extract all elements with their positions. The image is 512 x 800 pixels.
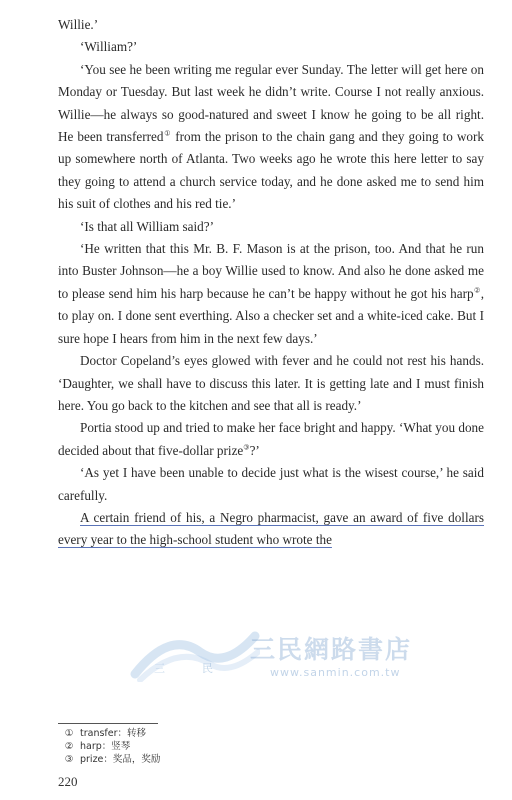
footnote-marker: ③ bbox=[243, 443, 250, 452]
underlined-text: A certain friend of his, a Negro pharmacist, gave an award of five dollars every year to the high-school student who wrote the bbox=[58, 509, 484, 548]
footnote-number: ② bbox=[64, 741, 74, 752]
paragraph-text: , to play on. I done sent everthing. Also a checker set and a white-iced cake. But I sure hope I hears from him in the next few days.’ bbox=[58, 285, 485, 346]
paragraph-underlined bbox=[58, 507, 484, 552]
footnote-text: prize：奖品，奖励 bbox=[80, 754, 161, 765]
footnote-text: harp：竖琴 bbox=[80, 741, 131, 752]
footnote-marker: ① bbox=[163, 129, 172, 138]
footnotes bbox=[58, 727, 160, 766]
paragraph: Doctor Copeland’s eyes glowed with fever and he could not rest his hands. ‘Daughter, we shall have to discuss this later. It is getting late and I must finish here. You go back to the kitchen and see that all is ready.’ bbox=[58, 353, 484, 413]
paragraph: Willie.’ bbox=[58, 17, 99, 32]
paragraph-text: ‘You see he been writing me regular ever Sunday. The letter will get here on Monday or Tuesday. But last week he didn’t write. Course I not really anxious. Willie—he always so good-natured and sweet I know he going to be all right. He been transferred bbox=[58, 61, 484, 145]
footnote bbox=[58, 740, 160, 753]
paragraph-text: Portia stood up and tried to make her face bright and happy. ‘What you done decided about that five-dollar prize bbox=[58, 420, 484, 458]
watermark-char: 民 bbox=[202, 662, 213, 675]
footnote-divider bbox=[58, 723, 158, 724]
footnote-marker: ② bbox=[473, 286, 481, 295]
footnote-number: ③ bbox=[64, 754, 74, 765]
footnote bbox=[58, 753, 160, 766]
footnote bbox=[58, 727, 160, 740]
page-number: 220 bbox=[58, 774, 78, 789]
paragraph: ‘William?’ bbox=[80, 39, 138, 55]
watermark-logo-icon bbox=[130, 622, 260, 682]
watermark-char: 三 bbox=[154, 662, 165, 675]
watermark bbox=[130, 622, 460, 682]
footnote-number: ① bbox=[64, 728, 74, 739]
body-text bbox=[58, 14, 484, 552]
page-body bbox=[58, 0, 484, 552]
paragraph-text: ?’ bbox=[249, 442, 260, 458]
paragraph bbox=[58, 59, 484, 216]
paragraph-text: ‘He written that this Mr. B. F. Mason is at the prison, too. And that he run into Buster Johnson—he a boy Willie used to know. And also he done asked me to please send him his harp because he can’t be happy without he got his harp bbox=[58, 241, 484, 301]
watermark-title: 三民網路書店 bbox=[250, 635, 413, 664]
paragraph: ‘As yet I have been unable to decide just what is the wisest course,’ he said carefully. bbox=[58, 465, 484, 503]
paragraph-text: from the prison to the chain gang and they going to work up somewhere north of Atlanta. Two weeks ago he wrote this here letter to say they going to attend a church service today, and he done asked me to send him his suit of clothes and his red tie.’ bbox=[58, 129, 484, 212]
watermark-url: www.sanmin.com.tw bbox=[270, 666, 401, 679]
footnote-text: transfer：转移 bbox=[80, 728, 147, 739]
paragraph bbox=[58, 238, 484, 350]
paragraph bbox=[58, 417, 484, 462]
paragraph: ‘Is that all William said?’ bbox=[80, 218, 214, 234]
